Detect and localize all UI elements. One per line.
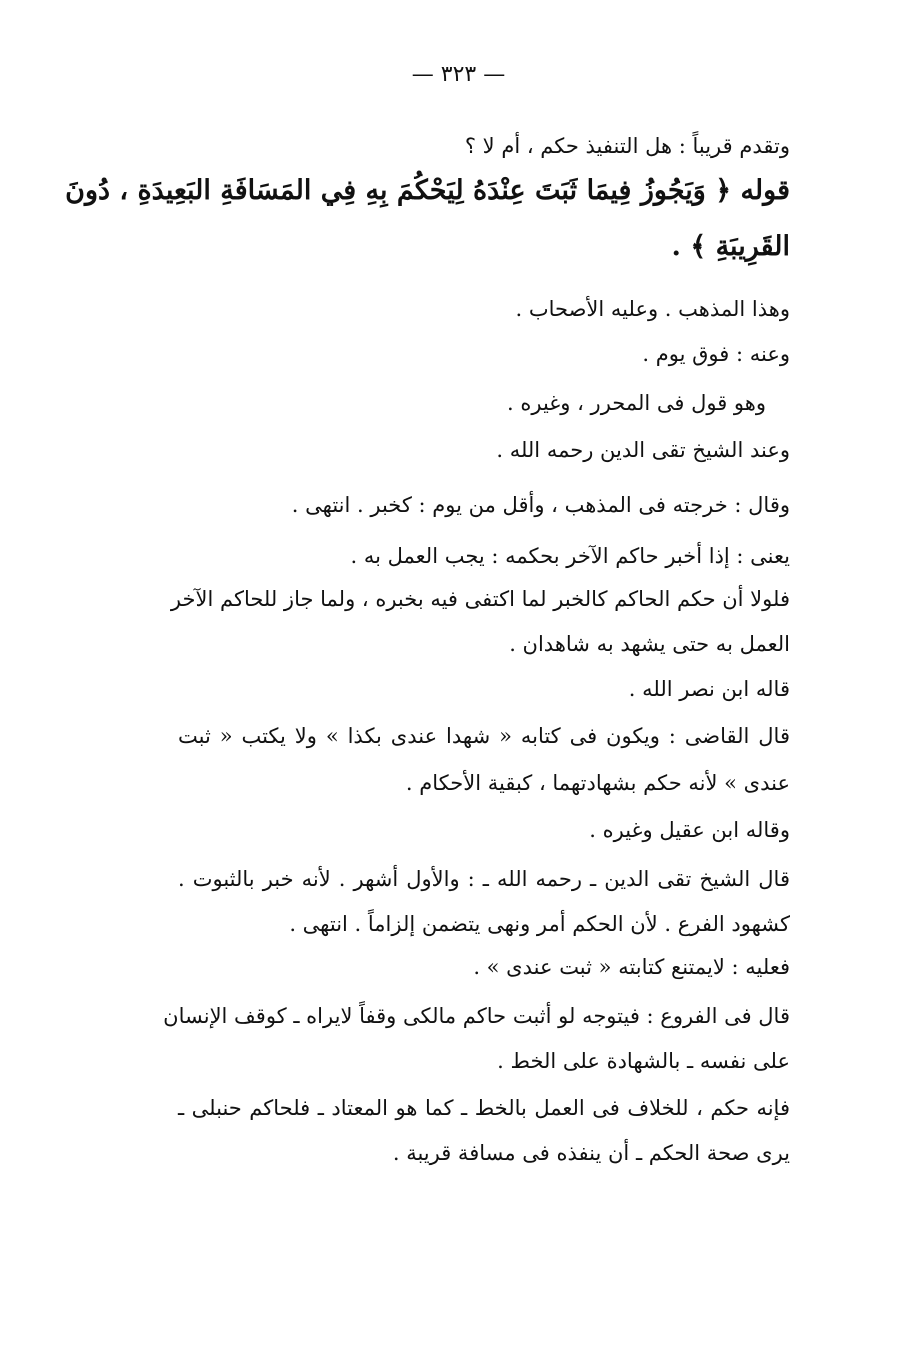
text-line: قال فى الفروع : فيتوجه لو أثبت حاكم مالكى وقفاً لايراه ـ كوقف الإنسان	[163, 1004, 790, 1028]
text-line: فلولا أن حكم الحاكم كالخبر لما اكتفى فيه بخبره ، ولما جاز للحاكم الآخر	[170, 587, 790, 611]
text-line: فإنه حكم ، للخلاف فى العمل بالخط ـ كما هو المعتاد ـ فلحاكم حنبلى ـ	[178, 1096, 790, 1120]
text-line: وعند الشيخ تقى الدين رحمه الله .	[496, 438, 790, 462]
text-line: على نفسه ـ بالشهادة على الخط .	[497, 1049, 790, 1073]
text-line: قاله ابن نصر الله .	[628, 677, 790, 701]
text-line: قال الشيخ تقى الدين ـ رحمه الله ـ : والأول أشهر . لأنه خبر بالثبوت .	[178, 867, 790, 891]
text-line: فعليه : لايمتنع كتابته « ثبت عندى » .	[473, 955, 790, 979]
body-text	[65, 132, 790, 1168]
text-line: وقاله ابن عقيل وغيره .	[589, 818, 790, 842]
text-line: قال القاضى : ويكون فى كتابه « شهدا عندى بكذا » ولا يكتب « ثبت	[178, 724, 790, 748]
page-number: — ٣٢٣ —	[411, 62, 506, 87]
text-line: وقال : خرجته فى المذهب ، وأقل من يوم : كخبر . انتهى .	[291, 493, 790, 517]
text-line: كشهود الفرع . لأن الحكم أمر ونهى يتضمن إلزاماً . انتهى .	[289, 912, 790, 936]
text-line: يعنى : إذا أخبر حاكم الآخر بحكمه : يجب العمل به .	[350, 544, 790, 568]
text-line: وعنه : فوق يوم .	[642, 342, 790, 366]
text-line: عندى » لأنه حكم بشهادتهما ، كبقية الأحكام .	[405, 771, 790, 795]
text-line: يرى صحة الحكم ـ أن ينفذه فى مسافة قريبة .	[392, 1141, 790, 1165]
text-line: وهو قول فى المحرر ، وغيره .	[507, 391, 766, 415]
text-line: وتقدم قريباً : هل التنفيذ حكم ، أم لا ؟	[464, 134, 790, 158]
quoted-heading-line: قوله ﴿ وَيَجُوزُ فِيمَا ثَبَتَ عِنْدَهُ لِيَحْكُمَ بِهِ فِي المَسَافَةِ البَعِيدَةِ ، دُونَ	[65, 175, 790, 206]
text-line: العمل به حتى يشهد به شاهدان .	[509, 632, 790, 656]
quoted-heading-line: القَرِيبَةِ ﴾ .	[671, 231, 790, 262]
text-line: وهذا المذهب . وعليه الأصحاب .	[515, 297, 790, 321]
